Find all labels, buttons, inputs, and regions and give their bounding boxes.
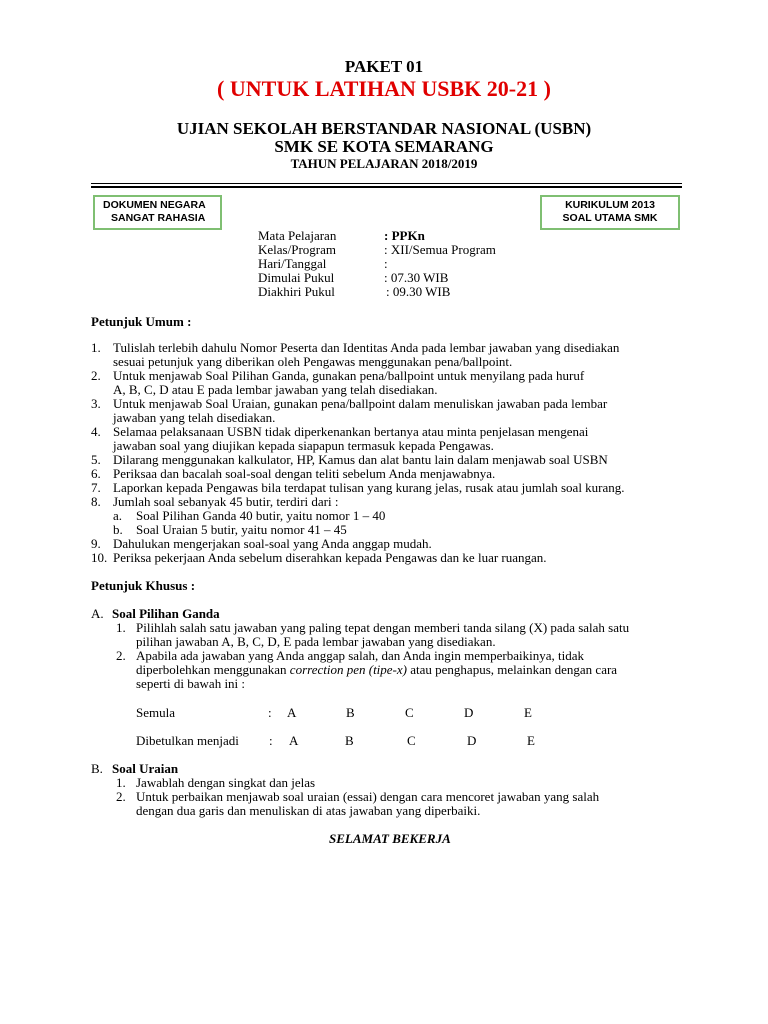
section-b-letter: B.	[91, 761, 103, 776]
info-value: : 09.30 WIB	[386, 284, 451, 299]
info-label: Hari/Tanggal	[258, 256, 327, 271]
instruction-number: 8.	[91, 494, 101, 509]
instruction-number: 10.	[91, 550, 108, 565]
exam-title: UJIAN SEKOLAH BERSTANDAR NASIONAL (USBN)	[176, 119, 592, 138]
instruction-text: Laporkan kepada Pengawas bila terdapat tulisan yang kurang jelas, rusak atau jumlah soal kurang.	[113, 480, 625, 495]
instruction-number: 5.	[91, 452, 101, 467]
instruction-number: 7.	[91, 480, 101, 495]
header-rule-bottom	[91, 186, 682, 188]
instruction-text: sesuai petunjuk yang diberikan oleh Pengawas menggunakan pena/ballpoint.	[113, 354, 513, 369]
section-a-letter: A.	[91, 606, 104, 621]
section-a-title: Soal Pilihan Ganda	[112, 606, 220, 621]
section-b-item-text: Untuk perbaikan menjawab soal uraian (essai) dengan cara mencoret jawaban yang salah	[136, 789, 600, 804]
practice-title: ( UNTUK LATIHAN USBK 20-21 )	[217, 76, 551, 101]
option-e: E	[527, 733, 535, 748]
instruction-text: Tulislah terlebih dahulu Nomor Peserta dan Identitas Anda pada lembar jawaban yang disediakan	[113, 340, 620, 355]
section-b-item-text: dengan dua garis dan menuliskan di atas jawaban yang diperbaiki.	[136, 803, 481, 818]
section-a-item-text: seperti di bawah ini :	[136, 676, 246, 691]
option-d: D	[464, 705, 474, 720]
instruction-number: 4.	[91, 424, 101, 439]
instruction-text: Periksa pekerjaan Anda sebelum diserahkan kepada Pengawas dan ke luar ruangan.	[113, 550, 547, 565]
classification-box	[93, 195, 222, 230]
option-c: C	[405, 705, 414, 720]
option-d: D	[467, 733, 477, 748]
info-value: : PPKn	[384, 228, 425, 243]
section-a-item-number: 1.	[116, 620, 126, 635]
example-original-label: Semula	[136, 705, 175, 720]
info-label: Mata Pelajaran	[258, 228, 337, 243]
section-a-item-text: Pilihlah salah satu jawaban yang paling tepat dengan memberi tanda silang (X) pada salah satu	[136, 620, 630, 635]
info-value: :	[384, 256, 388, 271]
section-a-item-number: 2.	[116, 648, 126, 663]
instruction-text: Jumlah soal sebanyak 45 butir, terdiri dari :	[113, 494, 339, 509]
instruction-text: Periksaa dan bacalah soal-soal dengan teliti sebelum Anda menjawabnya.	[113, 466, 496, 481]
text-plain: diperbolehkan menggunakan	[136, 662, 290, 677]
instruction-number: 3.	[91, 396, 101, 411]
instruction-number: 1.	[91, 340, 101, 355]
example-corrected-label: Dibetulkan menjadi	[136, 733, 239, 748]
info-value: : 07.30 WIB	[384, 270, 449, 285]
section-b-title: Soal Uraian	[112, 761, 179, 776]
curriculum-line2: SOAL UTAMA SMK	[562, 212, 658, 224]
special-instructions-heading: Petunjuk Khusus :	[91, 578, 196, 593]
instruction-text: Dilarang menggunakan kalkulator, HP, Kamus dan alat bantu lain dalam menjawab soal USBN	[113, 452, 608, 467]
classification-line2: SANGAT RAHASIA	[111, 212, 206, 224]
section-b-item-number: 2.	[116, 789, 126, 804]
instruction-text: jawaban soal yang diujikan kepada siapapun termasuk kepada Pengawas.	[113, 438, 494, 453]
sub-item-text: Soal Pilihan Ganda 40 butir, yaitu nomor 1 – 40	[136, 508, 386, 523]
info-value: : XII/Semua Program	[384, 242, 496, 257]
section-a-item-text: Apabila ada jawaban yang Anda anggap salah, dan Anda ingin memperbaikinya, tidak	[136, 648, 584, 663]
curriculum-box	[540, 195, 680, 230]
option-b: B	[345, 733, 354, 748]
header-rule-top	[91, 183, 682, 184]
section-a-item-text	[136, 663, 617, 677]
closing-message: SELAMAT BEKERJA	[329, 831, 451, 846]
instruction-text: jawaban yang telah disediakan.	[113, 410, 276, 425]
instruction-text: Dahulukan mengerjakan soal-soal yang Anda anggap mudah.	[113, 536, 432, 551]
option-e: E	[524, 705, 532, 720]
section-b-item-number: 1.	[116, 775, 126, 790]
option-a: A	[287, 705, 297, 720]
school-name: SMK SE KOTA SEMARANG	[274, 137, 494, 156]
instruction-number: 9.	[91, 536, 101, 551]
curriculum-line1: KURIKULUM 2013	[565, 199, 655, 211]
instruction-text: Untuk menjawab Soal Uraian, gunakan pena/ballpoint dalam menuliskan jawaban pada lembar	[113, 396, 608, 411]
sub-item-letter: b.	[113, 522, 123, 537]
academic-year: TAHUN PELAJARAN 2018/2019	[290, 156, 478, 171]
option-a: A	[289, 733, 299, 748]
info-label: Diakhiri Pukul	[258, 284, 335, 299]
section-a-item-text: pilihan jawaban A, B, C, D, E pada lembar jawaban yang disediakan.	[136, 634, 496, 649]
instruction-number: 2.	[91, 368, 101, 383]
general-instructions-heading: Petunjuk Umum :	[91, 314, 192, 329]
example-colon: :	[268, 705, 272, 720]
info-label: Kelas/Program	[258, 242, 336, 257]
instruction-text: Untuk menjawab Soal Pilihan Ganda, gunakan pena/ballpoint untuk menyilang pada huruf	[113, 368, 585, 383]
option-b: B	[346, 705, 355, 720]
section-b-item-text: Jawablah dengan singkat dan jelas	[136, 775, 316, 790]
instruction-text: Selamaa pelaksanaan USBN tidak diperkenankan bertanya atau minta penjelasan mengenai	[113, 424, 589, 439]
instruction-text: A, B, C, D atau E pada lembar jawaban yang telah disediakan.	[113, 382, 438, 397]
example-colon: :	[269, 733, 273, 748]
sub-item-letter: a.	[113, 508, 123, 523]
classification-line1: DOKUMEN NEGARA	[103, 199, 206, 211]
option-c: C	[407, 733, 416, 748]
text-plain: atau penghapus, melainkan dengan cara	[407, 662, 618, 677]
paket-number: PAKET 01	[344, 57, 424, 76]
instruction-number: 6.	[91, 466, 101, 481]
sub-item-text: Soal Uraian 5 butir, yaitu nomor 41 – 45	[136, 522, 347, 537]
text-emphasis: correction pen (tipe-x)	[289, 662, 407, 677]
info-label: Dimulai Pukul	[258, 270, 335, 285]
